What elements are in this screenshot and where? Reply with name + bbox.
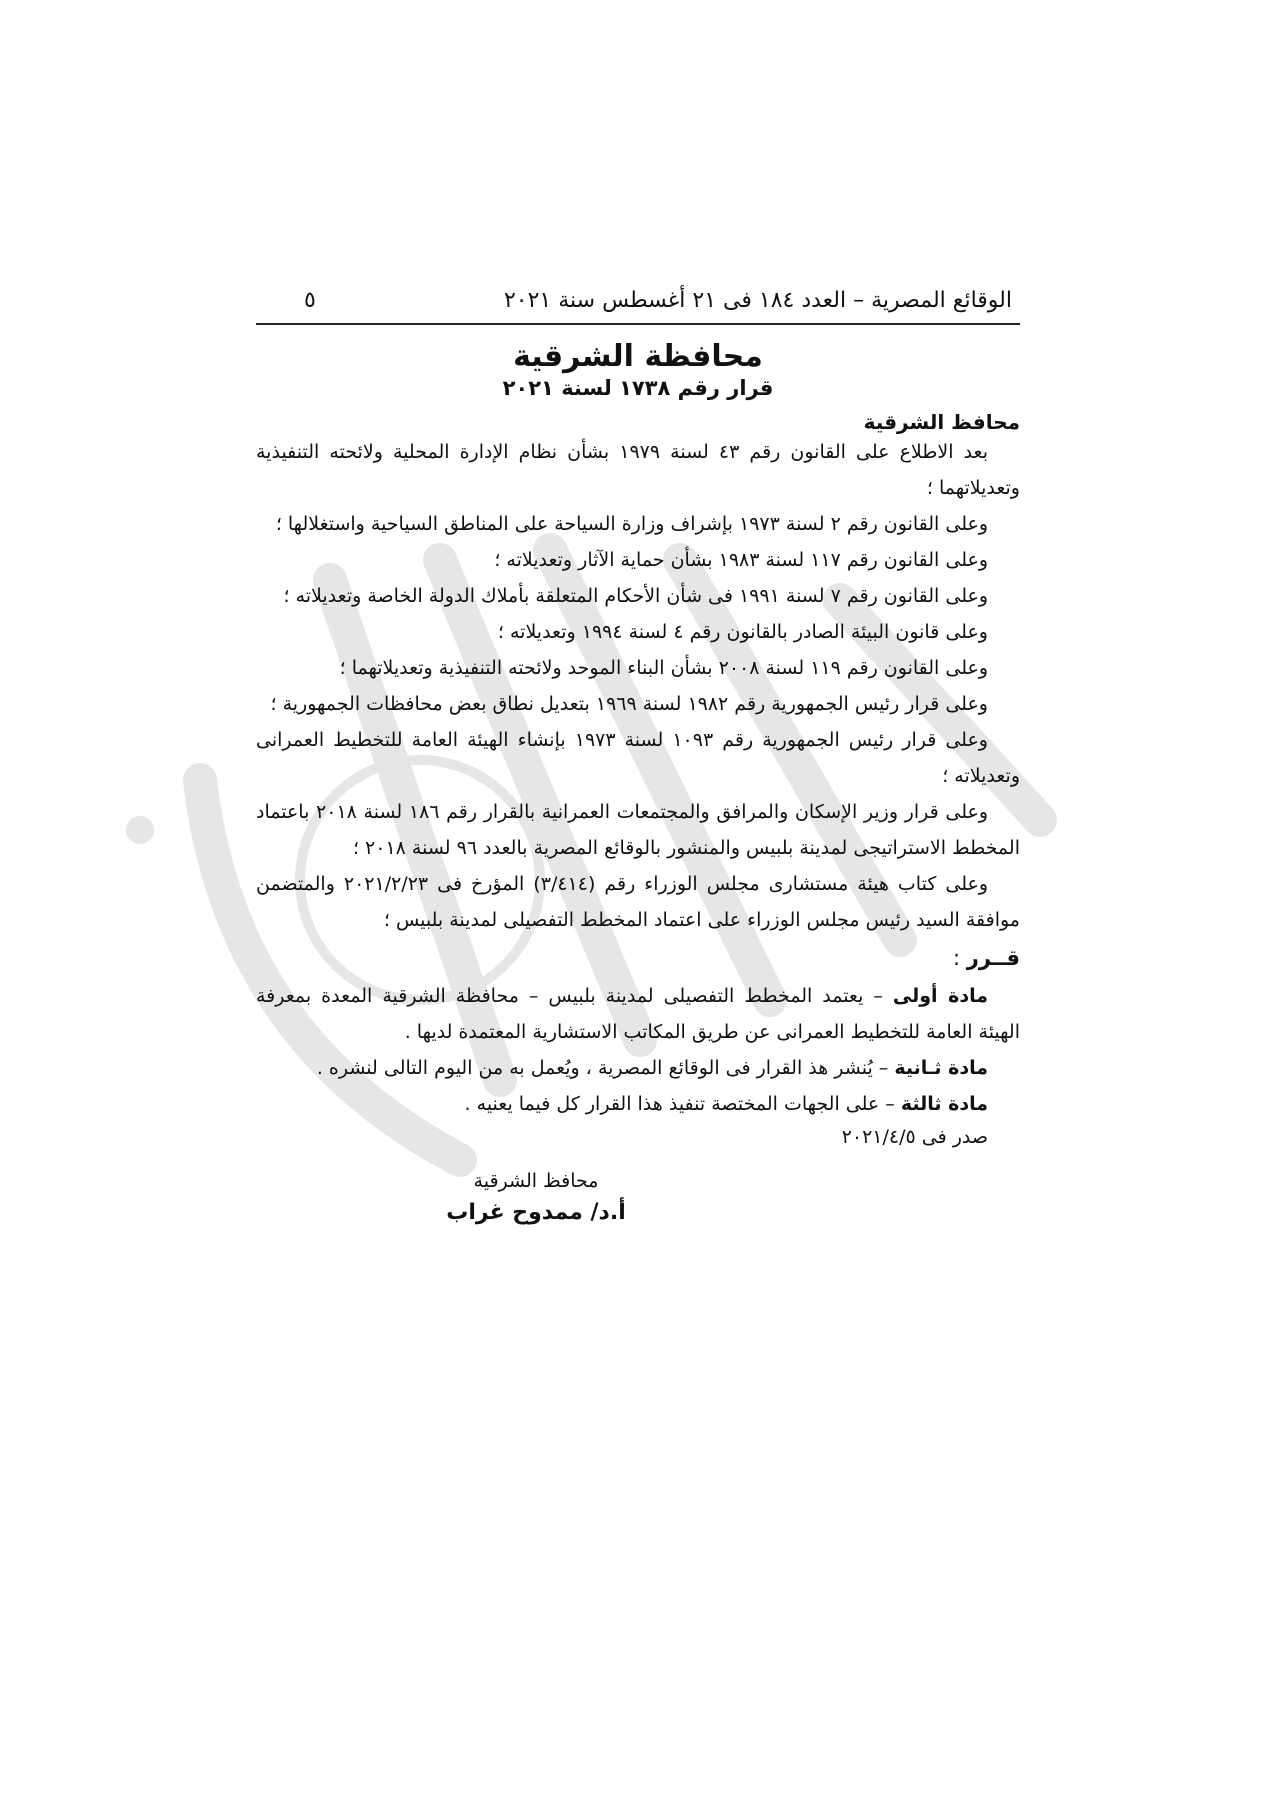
preamble-paragraph: وعلى القانون رقم ٧ لسنة ١٩٩١ فى شأن الأحكام المتعلقة بأملاك الدولة الخاصة وتعديلاته ؛ xyxy=(283,585,988,607)
signature-block xyxy=(406,1170,666,1225)
page-header xyxy=(256,288,1020,325)
signature-name: أ.د/ ممدوح غراب xyxy=(446,1200,626,1225)
issued-date: صدر فى ٢٠٢١/٤/٥ xyxy=(841,1126,988,1148)
governorate-title: محافظة الشرقية xyxy=(513,339,763,374)
preamble-paragraph: وعلى القانون رقم ١١٧ لسنة ١٩٨٣ بشأن حماية الآثار وتعديلاته ؛ xyxy=(494,549,988,571)
signature-title: محافظ الشرقية xyxy=(473,1170,599,1192)
decided-heading xyxy=(256,940,1020,976)
preamble-paragraph: وعلى قرار وزير الإسكان والمرافق والمجتمعات العمرانية بالقرار رقم ١٨٦ لسنة ٢٠١٨ باعتماد المخطط الاستراتيجى لمدينة بلبيس والمنشور بالوقائع المصرية بالعدد ٩٦ لسنة ٢٠١٨ ؛ xyxy=(256,801,1020,859)
preamble-paragraph: وعلى القانون رقم ٢ لسنة ١٩٧٣ بإشراف وزارة السياحة على المناطق السياحية واستغلالها ؛ xyxy=(275,513,988,535)
article-2 xyxy=(256,1050,1020,1086)
article-text: – على الجهات المختصة تنفيذ هذا القرار كل فيما يعنيه . xyxy=(464,1093,901,1115)
decided-colon: : xyxy=(952,946,967,970)
article-text: – يُنشر هذ القرار فى الوقائع المصرية ، ويُعمل به من اليوم التالى لنشره . xyxy=(316,1057,895,1079)
header-title: الوقائع المصرية – العدد ١٨٤ فى ٢١ أغسطس سنة ٢٠٢١ xyxy=(503,288,1012,313)
article-label: مادة ثـانية xyxy=(894,1057,988,1079)
document-page xyxy=(256,288,1020,1225)
article-text: – يعتمد المخطط التفصيلى لمدينة بلبيس – محافظة الشرقية المعدة بمعرفة الهيئة العامة للتخطيط العمرانى عن طريق المكاتب الاستشارية المعتمدة لديها . xyxy=(256,985,1020,1043)
decree-title: قرار رقم ١٧٣٨ لسنة ٢٠٢١ xyxy=(502,376,774,400)
article-label: مادة أولى xyxy=(892,985,988,1007)
article-label: مادة ثالثة xyxy=(900,1093,988,1115)
preamble-paragraph: وعلى القانون رقم ١١٩ لسنة ٢٠٠٨ بشأن البناء الموحد ولائحته التنفيذية وتعديلاتهما ؛ xyxy=(339,657,988,679)
article-1 xyxy=(256,978,1020,1050)
issuer-heading: محافظ الشرقية xyxy=(863,410,1020,434)
preamble-paragraph: بعد الاطلاع على القانون رقم ٤٣ لسنة ١٩٧٩ بشأن نظام الإدارة المحلية ولائحته التنفيذية وتعديلاتهما ؛ xyxy=(256,441,1020,499)
page-number: ٥ xyxy=(304,288,316,313)
preamble-paragraph: وعلى قرار رئيس الجمهورية رقم ١٠٩٣ لسنة ١٩٧٣ بإنشاء الهيئة العامة للتخطيط العمرانى وتعديلاته ؛ xyxy=(256,729,1020,787)
decree-body xyxy=(256,434,1020,1122)
preamble-paragraph: وعلى كتاب هيئة مستشارى مجلس الوزراء رقم (٣/٤١٤) المؤرخ فى ٢٠٢١/٢/٢٣ والمتضمن موافقة السيد رئيس مجلس الوزراء على اعتماد المخطط التفصيلى لمدينة بلبيس ؛ xyxy=(256,873,1020,931)
preamble-paragraph: وعلى قرار رئيس الجمهورية رقم ١٩٨٢ لسنة ١٩٦٩ بتعديل نطاق بعض محافظات الجمهورية ؛ xyxy=(270,693,988,715)
article-3 xyxy=(256,1086,1020,1122)
preamble-paragraph: وعلى قانون البيئة الصادر بالقانون رقم ٤ لسنة ١٩٩٤ وتعديلاته ؛ xyxy=(497,621,988,643)
decided-label: قــرر xyxy=(966,946,1020,970)
